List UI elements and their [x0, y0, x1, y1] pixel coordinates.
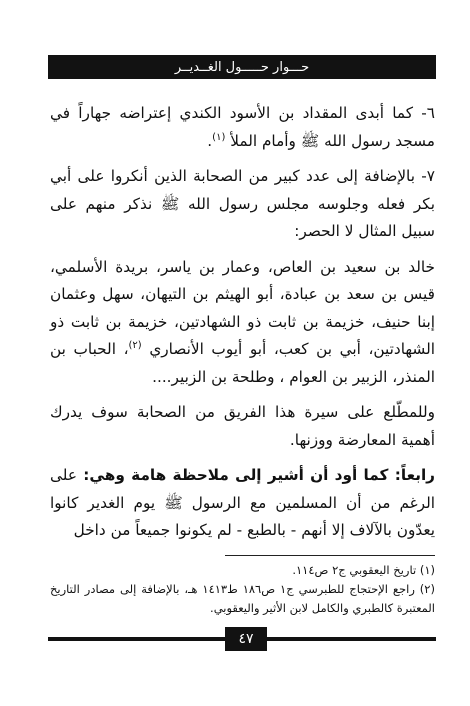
paragraph-companions: خالد بن سعيد بن العاص، وعمار بن ياسر، بريدة الأسلمي، قيس بن سعد بن عبادة، أبو الهيثم بن التيهان، سهل وعثمان إبنا حنيف، خزيمة بن ثابت ذو الشهادتين، خزيمة بن ثابت ذو الشهادتين، أبي بن كعب، أبو أيوب الأنصاري $^{(٢)}$، الحباب بن المنذر، الزبير بن العوام ، وطلحة بن الزبير.... — [50, 257, 435, 386]
running-header-title: حـــوار حـــــول الغــديــر — [174, 59, 310, 75]
paragraph-6: ٦- كما أبدى المقداد بن الأسود الكندي إعتراضه جهاراً في مسجد رسول الله ﷺ وأمام الملأ $^{(١)}$. — [50, 104, 435, 150]
paragraph-fourth-lead: رابعاً: كما أود أن أشير إلى ملاحظة هامة وهي: — [76, 466, 435, 484]
paragraph-7-text: ٧- بالإضافة إلى عدد كبير من الصحابة الذين أنكروا على أبي بكر فعله وجلوسه مجلس رسول الله ﷺ نذكر منهم على سبيل المثال لا الحصر: — [50, 167, 435, 240]
paragraph-fourth — [50, 462, 435, 545]
page-number: ٤٧ — [225, 627, 267, 651]
running-header — [48, 55, 436, 79]
footnotes — [50, 561, 435, 618]
paragraph-significance — [50, 399, 435, 454]
paragraph-7 — [50, 163, 435, 246]
footnote-ref-1: (١) — [212, 131, 226, 143]
paragraph-companions-continued: الحباب بن المنذر، الزبير بن العوام ، وطلحة بن الزبير.... — [50, 340, 435, 386]
footnote-2: (٢) راجع الإحتجاج للطبرسي ج١ ص١٨٦ ط١٤١٣ هـ، بالإضافة إلى مصادر التاريخ المعتبرة كالطبري والكامل لابن الأثير واليعقوبي. — [50, 582, 435, 615]
paragraph-6-text: ٦- كما أبدى المقداد بن الأسود الكندي إعتراضه جهاراً في مسجد رسول الله ﷺ وأمام الملأ — [50, 104, 435, 150]
footnote-ref-2: (٢) — [128, 339, 142, 351]
paragraph-significance-text: وللمطّلع على سيرة هذا الفريق من الصحابة سوف يدرك أهمية المعارضة ووزنها. — [50, 403, 435, 449]
paragraph-fourth-text: على الرغم من أن المسلمين مع الرسول ﷺ يوم الغدير كانوا يعدّون بالآلاف إلا أنهم - بالطبع - لم يكونوا جميعاً من داخل — [50, 466, 435, 539]
footnote-separator — [225, 555, 435, 556]
main-text — [50, 100, 435, 553]
footnote-1: (١) تاريخ اليعقوبي ج٢ ص١١٤. — [292, 563, 435, 577]
paragraph-companions-text: خالد بن سعيد بن العاص، وعمار بن ياسر، بريدة الأسلمي، قيس بن سعد بن عبادة، أبو الهيثم بن التيهان، سهل وعثمان إبنا حنيف، خزيمة بن ثابت ذو الشهادتين، خزيمة بن ثابت ذو الشهادتين، أبي بن كعب، أبو أيوب الأنصاري — [50, 257, 435, 358]
